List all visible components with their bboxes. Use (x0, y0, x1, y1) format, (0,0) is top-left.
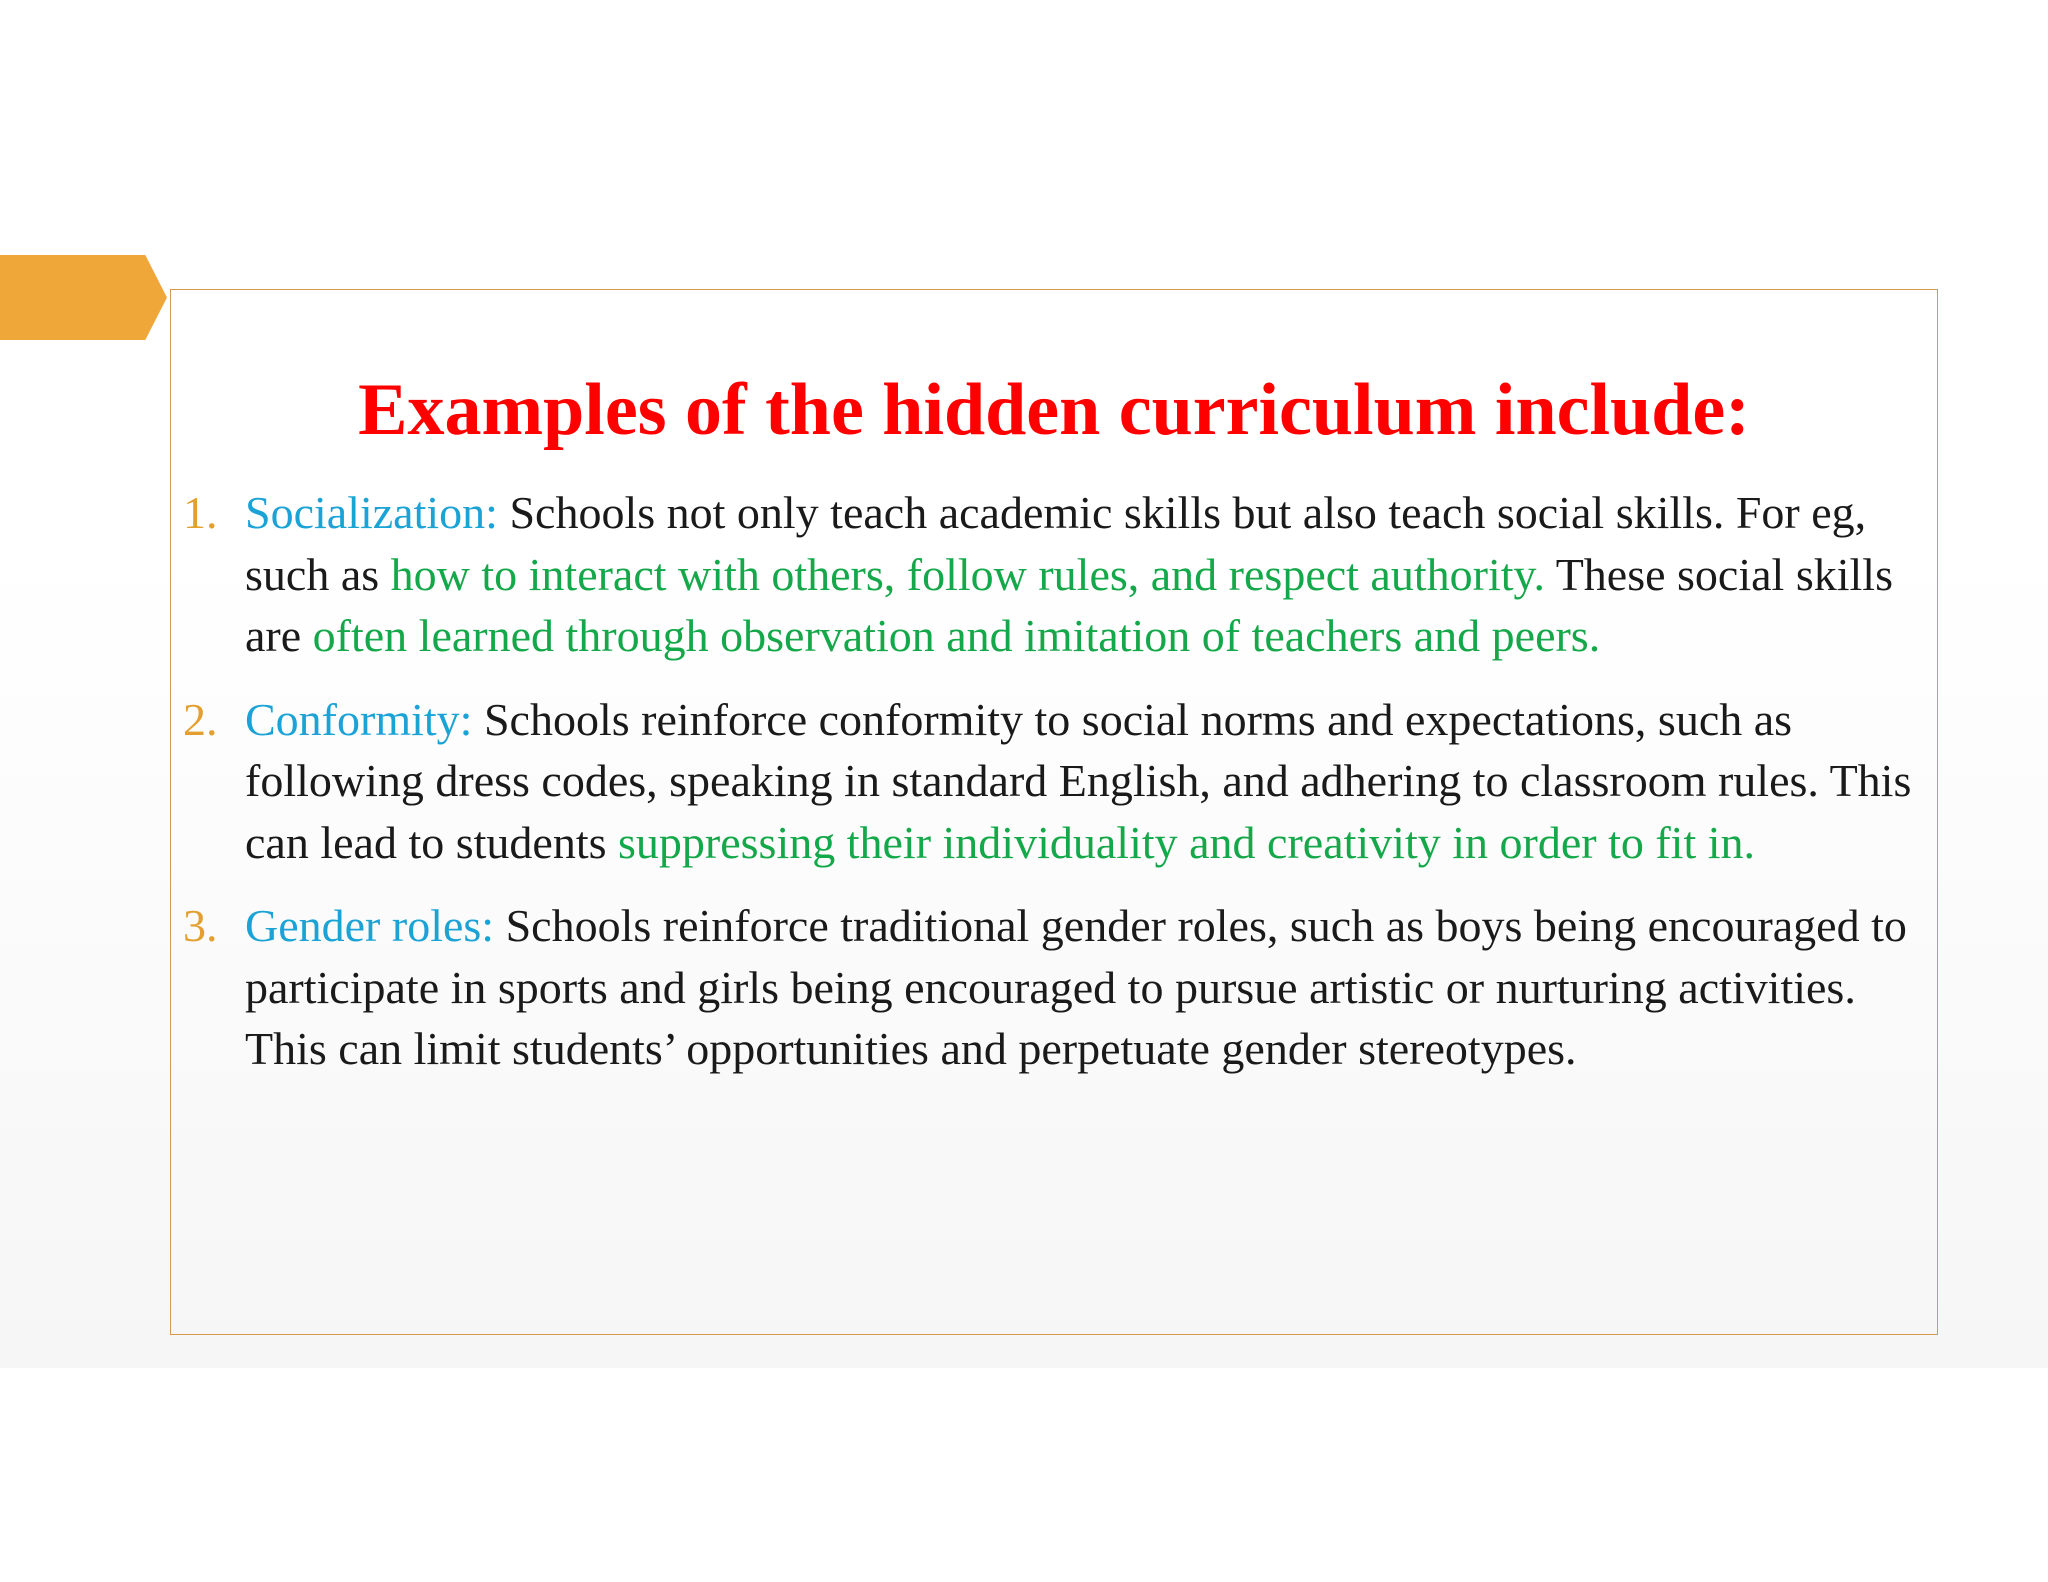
list-item-socialization (183, 482, 1943, 667)
item-highlight: suppressing their individuality and creativity in order to fit in. (618, 816, 1756, 868)
item-text: Schools not only teach academic skills but also teach social skills. For eg, such as (245, 487, 1867, 600)
item-text: Schools reinforce traditional gender roles, such as boys being encouraged to participate in sports and girls being encouraged to pursue artistic or nurturing activities. This can limit students’ opportunities and perpetuate gender stereotypes. (245, 900, 1907, 1074)
accent-arrow-tab (0, 255, 167, 340)
slide-heading: Examples of the hidden curriculum include: (358, 369, 1750, 451)
item-number: 3. (183, 900, 218, 951)
item-number: 1. (183, 487, 218, 538)
item-number: 2. (183, 693, 218, 745)
item-text: Schools reinforce conformity to social norms and expectations, such as following dress codes, speaking in standard English, and adhering to classroom rules. This can lead to students (245, 693, 1912, 868)
item-text: These social skills are (245, 548, 1893, 661)
list-item-conformity (183, 689, 1943, 874)
item-term: Gender roles: (245, 900, 495, 951)
item-term: Socialization: (245, 487, 498, 538)
list-item-gender-roles (183, 895, 1943, 1080)
examples-list (183, 482, 1943, 1102)
item-highlight: how to interact with others, follow rules, and respect authority. (390, 548, 1546, 600)
content-box (170, 289, 1938, 1335)
item-highlight: often learned through observation and imitation of teachers and peers. (312, 610, 1601, 661)
item-term: Conformity: (245, 693, 473, 745)
